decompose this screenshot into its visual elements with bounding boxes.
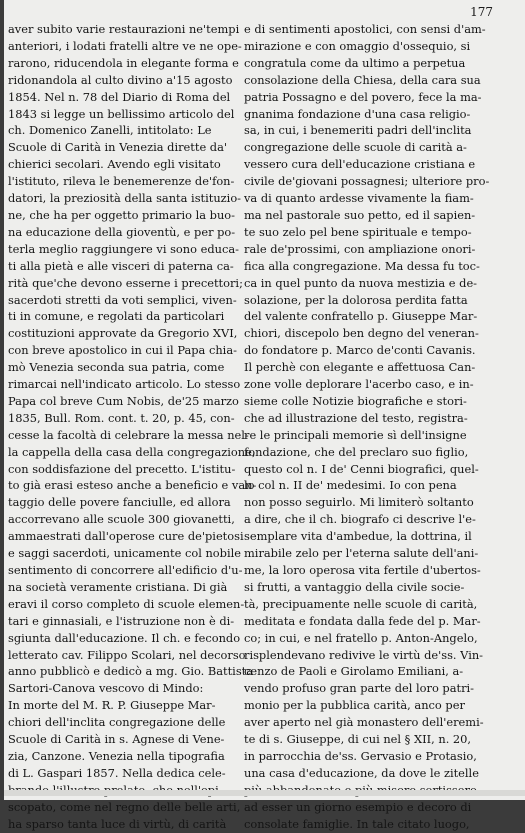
text-line: del valente confratello p. Giuseppe Mar- <box>244 309 478 324</box>
text-line: tari e ginnasiali, e l'istruzione non è di- <box>8 613 235 628</box>
text-line: mirazione e con omaggio d'ossequio, si <box>244 38 471 53</box>
text-line: Papa col breve Cum Nobis, de'25 marzo <box>8 393 239 408</box>
text-line: do fondatore p. Marco de'conti Cavanis. <box>244 343 476 358</box>
text-line: na società veramente cristiana. Di già <box>8 579 228 594</box>
text-line: si frutti, a vantaggio della civile socie- <box>244 579 465 594</box>
text-line: patria Possagno e del povero, fece la ma- <box>244 89 482 104</box>
text-line: re le principali memorie sì dell'insigne <box>244 427 467 442</box>
text-line: zone volle deplorare l'acerbo caso, e in- <box>244 377 474 392</box>
text-line: aver subito varie restaurazioni ne'tempi <box>8 22 240 36</box>
text-line: ridonandola al culto divino a'15 agosto <box>8 72 233 87</box>
text-line: sacerdoti stretti da voti semplici, viven- <box>8 292 237 307</box>
text-line: chierici secolari. Avendo egli visitato <box>8 157 221 172</box>
text-line: semplare vita d'ambedue, la dottrina, il <box>244 529 472 544</box>
text-line: la cappella della casa della congregazione, <box>8 444 256 459</box>
text-line: con soddisfazione del precetto. L'istitu- <box>8 461 236 476</box>
text-line: rimarcai nell'indicato articolo. Lo stesso <box>8 377 241 392</box>
text-line: sa, in cui, i benemeriti padri dell'inclita <box>244 123 472 138</box>
text-line: ne, che ha per oggetto primario la buo- <box>8 207 235 222</box>
text-line: chiori dell'inclita congregazione delle <box>8 715 226 730</box>
text-line: l'istituto, rileva le benemerenze de'fon- <box>8 174 235 189</box>
text-line: Il perchè con elegante e affettuosa Can- <box>244 360 476 375</box>
text-line: e di sentimenti apostolici, con sensi d'am- <box>244 22 486 36</box>
text-line: questo col n. I de' Cenni biografici, quel- <box>244 461 479 476</box>
text-line: 1835, Bull. Rom. cont. t. 20, p. 45, con- <box>8 410 235 425</box>
text-line: anno pubblicò e dedicò a mg. Gio. Battista <box>8 664 254 679</box>
text-line: fondazione, che del preclaro suo figlio, <box>244 444 469 459</box>
text-line: congratula come da ultimo a perpetua <box>244 55 466 70</box>
text-line: terla meglio raggiungere vi sono educa- <box>8 241 239 256</box>
text-line: scopato, come nel regno delle belle arti, <box>8 799 241 814</box>
text-line: gnanima fondazione d'una casa religio- <box>244 106 471 121</box>
text-line: te di s. Giuseppe, di cui nel § XII, n. 20, <box>244 732 472 747</box>
text-line: consolazione della Chiesa, della cara sua <box>244 72 481 87</box>
text-line: fica alla congregazione. Ma dessa fu toc- <box>244 258 480 273</box>
text-line: me, la loro operosa vita fertile d'ubertos- <box>244 563 481 577</box>
text-line: ha sparso tanta luce di virtù, di carità <box>8 816 227 831</box>
text-line: che ad illustrazione del testo, registra- <box>244 410 468 425</box>
left-text-column <box>8 21 257 833</box>
text-line: co; in cui, e nel fratello p. Anton-Angelo, <box>244 630 478 645</box>
text-line: vessero cura dell'educazione cristiana e <box>244 157 476 172</box>
text-line: 1854. Nel n. 78 del Diario di Roma del <box>8 89 231 104</box>
right-text-column <box>244 21 490 833</box>
text-line: cenzo de Paoli e Girolamo Emiliani, a- <box>244 664 464 679</box>
text-line: tà, precipuamente nelle scuole di carità, <box>244 596 478 611</box>
text-line: civile de'giovani possagnesi; ulteriore pro- <box>244 174 490 189</box>
text-line: meditata e fondata dalla fede del p. Mar- <box>244 613 481 628</box>
text-line: risplendevano redivive le virtù de'ss. Vin- <box>244 647 484 662</box>
text-line: ti alla pietà e alle visceri di paterna ca- <box>8 258 234 273</box>
text-line: mirabile zelo per l'eterna salute dell'ani- <box>244 546 479 561</box>
text-line: rale de'prossimi, con ampliazione onori- <box>244 241 476 256</box>
text-line: in parrocchia de'ss. Gervasio e Protasio, <box>244 748 477 763</box>
text-line: letterato cav. Filippo Scolari, nel decorso <box>8 647 246 662</box>
text-line: zia, Canzone. Venezia nella tipografia <box>8 748 225 763</box>
text-line: rarono, riducendola in elegante forma e <box>8 55 239 70</box>
text-line: 1843 si legge un bellissimo articolo del <box>8 106 235 121</box>
text-line: aver aperto nel già monastero dell'eremi- <box>244 715 484 730</box>
text-line: vendo profuso gran parte del loro patri- <box>244 681 475 696</box>
text-line: cesse la facoltà di celebrare la messa nel- <box>8 427 249 442</box>
page-bottom-edge <box>4 790 525 796</box>
text-line: congregazione delle scuole di carità a- <box>244 140 467 155</box>
page-number: 177 <box>470 5 493 19</box>
text-line: accorrevano alle scuole 300 giovanetti, <box>8 512 235 527</box>
text-line: datori, la preziosità della santa istituzio- <box>8 191 242 206</box>
text-line: taggio delle povere fanciulle, ed allora <box>8 495 231 510</box>
text-line: ch. Domenico Zanelli, intitolato: Le <box>8 123 212 138</box>
text-line: ti in comune, e regolati da particolari <box>8 309 225 324</box>
text-line: na educazione della gioventù, e per po- <box>8 224 236 239</box>
text-line: lo col n. II de' medesimi. Io con pena <box>244 478 457 493</box>
text-line: ammaestrati dall'operose cure de'pietosi <box>8 529 244 544</box>
text-line: chiori, discepolo ben degno del veneran- <box>244 326 479 341</box>
text-line: consolate famiglie. In tale citato luogo, <box>244 816 470 831</box>
book-page <box>4 0 525 831</box>
text-line: te suo zelo pel bene spirituale e tempo- <box>244 224 472 239</box>
text-line: eravi il corso completo di scuole elemen- <box>8 596 245 611</box>
text-line: costituzioni approvate da Gregorio XVI, <box>8 326 238 341</box>
text-line: Sartori-Canova vescovo di Mindo: <box>8 681 204 696</box>
text-line: rità que'che devono esserne i precettori; <box>8 275 243 290</box>
text-line: ma nel pastorale suo petto, ed il sapien- <box>244 207 476 222</box>
text-line: ad esser un giorno esempio e decoro di <box>244 799 472 814</box>
text-line: anteriori, i lodati fratelli altre ve ne ope- <box>8 38 242 53</box>
text-line: una casa d'educazione, da dove le zitelle <box>244 765 479 780</box>
text-line: di L. Gaspari 1857. Nella dedica cele- <box>8 765 226 780</box>
text-line: mò Venezia seconda sua patria, come <box>8 360 225 375</box>
text-line: non posso seguirlo. Mi limiterò soltanto <box>244 495 474 510</box>
text-line: to già erasi esteso anche a beneficio e van- <box>8 478 257 493</box>
text-line: va di quanto ardesse vivamente la fiam- <box>244 191 474 206</box>
text-line: sgiunta dall'educazione. Il ch. e fecondo <box>8 630 241 645</box>
text-line: solazione, per la dolorosa perdita fatta <box>244 292 468 307</box>
text-line: sentimento di concorrere all'edificio d'u- <box>8 563 243 577</box>
text-line: Scuole di Carità in s. Agnese di Vene- <box>8 732 225 747</box>
text-line: sieme colle Notizie biografiche e stori- <box>244 393 467 408</box>
text-line: con breve apostolico in cui il Papa chia- <box>8 343 237 358</box>
text-line: Scuole di Carità in Venezia dirette da' <box>8 140 228 155</box>
text-line: monio per la pubblica carità, anco per <box>244 698 465 713</box>
text-line: ca in quel punto da nuova mestizia e de- <box>244 275 478 290</box>
text-line: a dire, che il ch. biografo ci descrive l'e- <box>244 512 476 527</box>
text-line: e saggi sacerdoti, unicamente col nobile <box>8 546 241 561</box>
text-line: In morte del M. R. P. Giuseppe Mar- <box>8 698 216 713</box>
